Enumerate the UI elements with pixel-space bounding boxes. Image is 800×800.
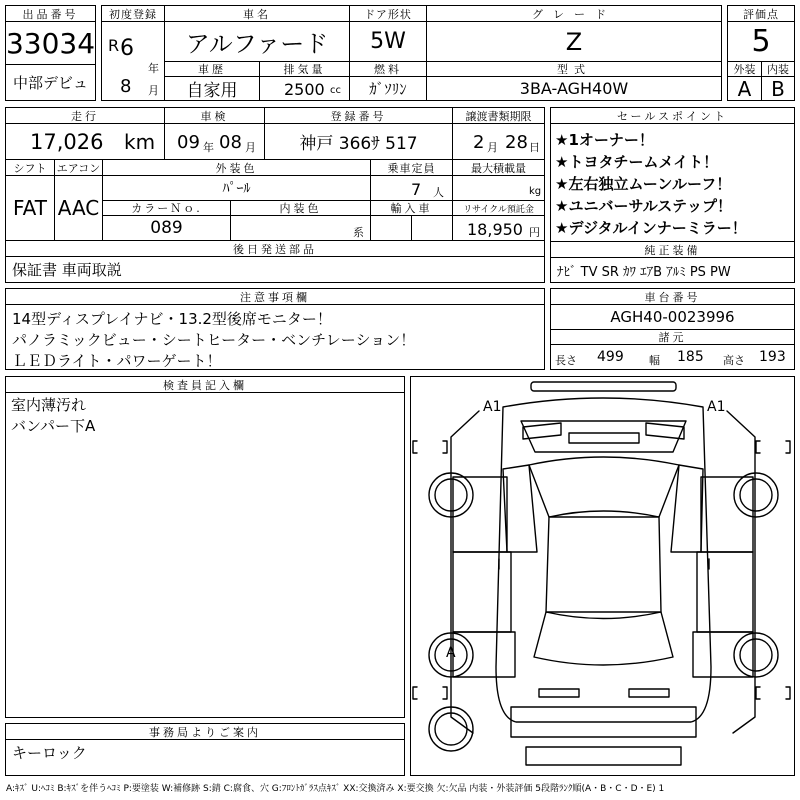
km-unit: km: [124, 130, 156, 154]
note-line: ＬＥＤライト・パワーゲート！: [12, 352, 222, 370]
door-type: 5W: [349, 21, 427, 62]
color-label: 外装色: [102, 159, 371, 176]
car-name-label: 車名: [164, 5, 350, 22]
note-line: パノラミックビュー・シートヒーター・ベンチレーション！: [12, 331, 416, 349]
yen-unit: 円: [529, 226, 540, 239]
interior-grade: B: [761, 76, 795, 101]
capacity: 7: [411, 180, 422, 199]
rear-light-right: [629, 689, 669, 697]
bracket-left-top-r: [443, 441, 447, 453]
dims-cell: [550, 344, 795, 370]
grade: Z: [426, 21, 722, 62]
car-diagram: [410, 376, 795, 776]
load-label: 最大積載量: [452, 159, 545, 176]
shift-label: シフト: [5, 159, 55, 176]
bracket-left-bottom: [413, 687, 417, 699]
plate-label: 登録番号: [264, 107, 453, 124]
fuel: ｶﾞｿﾘﾝ: [349, 76, 427, 101]
transfer-month: 2: [473, 132, 485, 153]
transfer-day-unit: 日: [529, 141, 540, 154]
interior-label: 内装: [761, 61, 795, 77]
right-pillar-front: [671, 465, 703, 552]
front-bumper-bar: [531, 382, 676, 391]
capacity-label: 乗車定員: [370, 159, 453, 176]
air-conditioner: AAC: [54, 175, 103, 241]
car-diagram-svg: [411, 377, 795, 776]
height-label: 高さ: [723, 354, 745, 367]
import-cell-a: [370, 215, 412, 241]
sales-points-label: セールスポイント: [550, 107, 795, 124]
wheel-front-right-inner: [740, 479, 772, 511]
lot-label: 出品番号: [5, 5, 96, 22]
model-code: 3BA-AGH40W: [426, 76, 722, 101]
era: R: [108, 36, 120, 55]
recycle-cell: [452, 215, 545, 241]
reg-year: 6: [120, 36, 134, 61]
inspector-line: 室内薄汚れ: [11, 396, 87, 414]
height: 193: [759, 349, 786, 365]
notes-box: [5, 304, 545, 370]
insp-month: 08: [219, 132, 242, 153]
rear-window: [534, 612, 673, 665]
office-message: キーロック: [5, 739, 405, 776]
width: 185: [677, 349, 704, 365]
recycle-fee: 18,950: [467, 220, 523, 239]
year-unit: 年: [148, 62, 159, 75]
inspector-box: [5, 392, 405, 718]
score: 5: [727, 21, 795, 62]
sales-point: ★1オーナー！: [555, 131, 654, 149]
bracket-right-bottom: [756, 687, 760, 699]
inspection-cell: [164, 123, 265, 160]
int-color-cell: [230, 215, 371, 241]
mileage-label: 走行: [5, 107, 165, 124]
sales-point: ★ユニバーサルステップ！: [555, 197, 732, 215]
lot-number: 33034: [5, 21, 96, 65]
sales-point: ★トヨタチームメイト！: [555, 153, 719, 171]
ac-label: エアコン: [54, 159, 103, 176]
capacity-cell: [370, 175, 453, 201]
wheel-rear-right-inner: [740, 639, 772, 671]
damage-mark-front-right: A1: [707, 399, 726, 415]
recycle-label: リサイクル預託金: [452, 200, 545, 216]
mileage-cell: [5, 123, 165, 160]
length-label: 長さ: [555, 354, 577, 367]
month-unit: 月: [148, 84, 159, 97]
displacement: 2500: [284, 80, 325, 99]
displacement-label: 排気量: [259, 61, 350, 77]
left-pillar-front: [503, 465, 537, 552]
left-rear-quarter: [453, 632, 515, 677]
bracket-right-top: [756, 441, 760, 453]
chassis-number: AGH40-0023996: [550, 304, 795, 330]
right-side-outline: [727, 411, 755, 733]
plate-number: 神戸 366ｻ 517: [264, 123, 453, 160]
equipment-label: 純正装備: [550, 241, 795, 258]
history-label: 車歴: [164, 61, 260, 77]
roof: [546, 517, 661, 612]
rear-light-left: [539, 689, 579, 697]
exterior-grade: A: [727, 76, 762, 101]
first-reg-cell: [101, 21, 165, 101]
kg-unit: kg: [529, 186, 542, 197]
inspection-label: 車検: [164, 107, 265, 124]
int-color-unit: 系: [353, 226, 364, 239]
note-line: 14型ディスプレイナビ・13.2型後席モニター！: [12, 310, 332, 328]
inspector-line: バンパー下A: [11, 417, 96, 435]
color-no-label: カラーＮｏ.: [102, 200, 231, 216]
shift: FAT: [5, 175, 55, 241]
import-cell-b: [411, 215, 453, 241]
chassis-label: 車台番号: [550, 288, 795, 305]
debut-label: 中部デビュ: [5, 64, 96, 101]
damage-mark-wheel: A: [446, 645, 456, 661]
load-cell: [452, 175, 545, 201]
dims-label: 諸元: [550, 329, 795, 345]
headlight-right: [646, 423, 684, 439]
score-label: 評価点: [727, 5, 795, 22]
transfer-day: 28: [505, 132, 528, 153]
bracket-left-bottom-r: [443, 687, 447, 699]
model-label: 型式: [426, 61, 722, 77]
displacement-cell: [259, 76, 350, 101]
transfer-month-unit: 月: [487, 141, 498, 154]
bracket-right-bottom-r: [786, 687, 790, 699]
door-label: ドア形状: [349, 5, 427, 22]
insp-year-unit: 年: [203, 141, 214, 154]
grade-label: グレード: [426, 5, 722, 22]
first-reg-label: 初度登録: [101, 5, 165, 22]
mileage: 17,026: [30, 130, 104, 154]
exterior-label: 外装: [727, 61, 762, 77]
transfer-label: 譲渡書類期限: [452, 107, 545, 124]
equipment: ﾅﾋﾞ TV SR ｶﾜ ｴｱB ｱﾙﾐ PS PW: [550, 257, 795, 283]
rear-bumper-lower: [526, 747, 681, 765]
later-parts-label: 後日発送部品: [5, 240, 545, 257]
transfer-cell: [452, 123, 545, 160]
body-outline: [496, 398, 711, 722]
history: 自家用: [164, 76, 260, 101]
sales-point: ★左右独立ムーンルーフ！: [555, 175, 732, 193]
grille: [569, 433, 639, 443]
right-rear-quarter: [693, 632, 753, 677]
reg-month: 8: [120, 76, 132, 97]
car-name: アルファード: [164, 21, 350, 62]
windshield: [529, 457, 679, 517]
left-side-outline: [451, 411, 479, 733]
insp-year: 09: [177, 132, 200, 153]
length: 499: [597, 349, 624, 365]
sales-point: ★デジタルインナーミラー！: [555, 219, 747, 237]
capacity-unit: 人: [433, 186, 444, 199]
inspector-label: 検査員記入欄: [5, 376, 405, 393]
right-rear-door: [697, 552, 753, 632]
int-color-label: 内装色: [230, 200, 371, 216]
insp-month-unit: 月: [245, 141, 256, 154]
fuel-label: 燃料: [349, 61, 427, 77]
color-number: 089: [102, 215, 231, 241]
bracket-right-top-r: [786, 441, 790, 453]
bracket-left-top: [413, 441, 417, 453]
later-parts: 保証書 車両取説: [5, 256, 545, 283]
damage-mark-front-left: A1: [483, 399, 502, 415]
office-label: 事務局よりご案内: [5, 723, 405, 740]
sales-points-list: [550, 123, 795, 242]
left-rear-door: [453, 552, 511, 632]
exterior-color: ﾊﾟｰﾙ: [102, 175, 371, 201]
cc-unit: cc: [330, 85, 341, 96]
width-label: 幅: [649, 354, 660, 367]
import-label: 輸入車: [370, 200, 453, 216]
legend-footer: A:ｷｽﾞ U:ﾍｺﾐ B:ｷｽﾞを伴うﾍｺﾐ P:要塗装 W:補修跡 S:錆 C:腐食、穴 G:ﾌﾛﾝﾄｶﾞﾗｽ点ｷｽﾞ XX:交換済み X:要交換 欠:欠品 内装・外装評価 5段階ﾗﾝｸ順(A・B・C・D・E) 1: [6, 784, 665, 794]
notes-label: 注意事項欄: [5, 288, 545, 305]
